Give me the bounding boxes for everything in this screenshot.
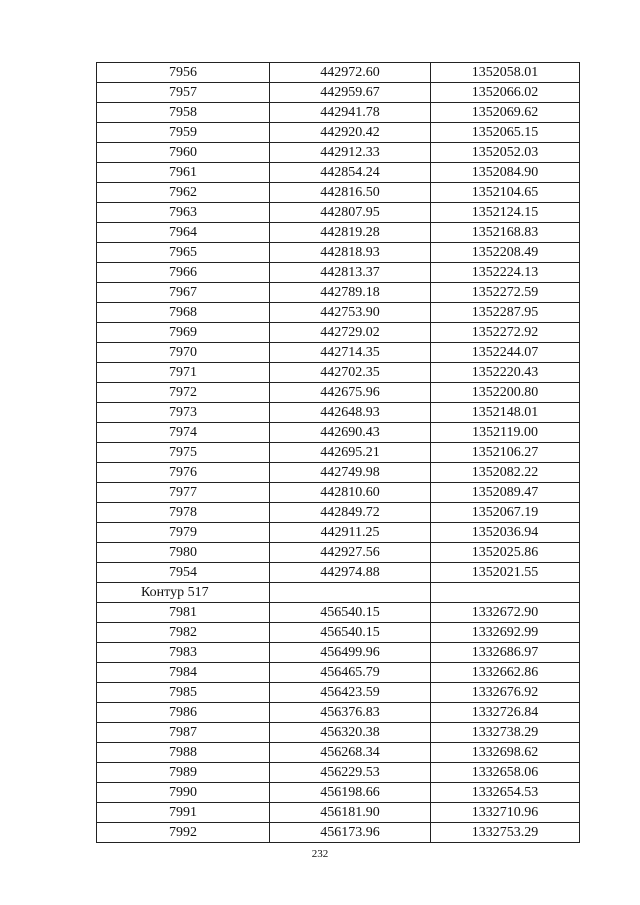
y-coordinate-cell: 1352148.01 — [431, 403, 580, 423]
y-coordinate-cell: 1352082.22 — [431, 463, 580, 483]
table-row — [97, 603, 580, 623]
point-number-cell: 7983 — [97, 643, 270, 663]
x-coordinate-cell: 442789.18 — [270, 283, 431, 303]
point-number-cell: 7967 — [97, 283, 270, 303]
x-coordinate-cell: 442912.33 — [270, 143, 431, 163]
table-row — [97, 663, 580, 683]
table-row — [97, 343, 580, 363]
point-number-cell: 7968 — [97, 303, 270, 323]
x-coordinate-cell: 442695.21 — [270, 443, 431, 463]
x-coordinate-cell: 456465.79 — [270, 663, 431, 683]
table-row — [97, 763, 580, 783]
table-row — [97, 263, 580, 283]
table-row — [97, 323, 580, 343]
table-row — [97, 643, 580, 663]
y-coordinate-cell: 1352119.00 — [431, 423, 580, 443]
y-coordinate-cell: 1352106.27 — [431, 443, 580, 463]
table-row — [97, 803, 580, 823]
y-coordinate-cell: 1352104.65 — [431, 183, 580, 203]
point-number-cell: 7980 — [97, 543, 270, 563]
table-row — [97, 143, 580, 163]
y-coordinate-cell: 1332698.62 — [431, 743, 580, 763]
y-coordinate-cell: 1352124.15 — [431, 203, 580, 223]
y-coordinate-cell: 1352036.94 — [431, 523, 580, 543]
x-coordinate-cell: 442675.96 — [270, 383, 431, 403]
point-number-cell: 7959 — [97, 123, 270, 143]
y-coordinate-cell: 1352069.62 — [431, 103, 580, 123]
point-number-cell: 7961 — [97, 163, 270, 183]
point-number-cell: 7981 — [97, 603, 270, 623]
x-coordinate-cell: 442816.50 — [270, 183, 431, 203]
table-row — [97, 223, 580, 243]
point-number-cell: 7976 — [97, 463, 270, 483]
x-coordinate-cell: 442729.02 — [270, 323, 431, 343]
point-number-cell: 7960 — [97, 143, 270, 163]
x-coordinate-cell: 442927.56 — [270, 543, 431, 563]
point-number-cell: 7973 — [97, 403, 270, 423]
point-number-cell: 7958 — [97, 103, 270, 123]
table-row — [97, 283, 580, 303]
y-coordinate-cell: 1352224.13 — [431, 263, 580, 283]
x-coordinate-cell: 442911.25 — [270, 523, 431, 543]
x-coordinate-cell: 442714.35 — [270, 343, 431, 363]
table-row — [97, 563, 580, 583]
table-row — [97, 243, 580, 263]
coordinates-table — [96, 62, 580, 843]
point-number-cell: 7979 — [97, 523, 270, 543]
table-row — [97, 363, 580, 383]
table-row — [97, 63, 580, 83]
x-coordinate-cell: 442753.90 — [270, 303, 431, 323]
x-coordinate-cell: 442648.93 — [270, 403, 431, 423]
y-coordinate-cell: 1352208.49 — [431, 243, 580, 263]
point-number-cell: 7972 — [97, 383, 270, 403]
table-row — [97, 743, 580, 763]
contour-header-row — [97, 583, 580, 603]
table-row — [97, 703, 580, 723]
y-coordinate-cell: 1352244.07 — [431, 343, 580, 363]
table-row — [97, 123, 580, 143]
x-coordinate-cell: 442819.28 — [270, 223, 431, 243]
x-coordinate-cell: 456268.34 — [270, 743, 431, 763]
y-coordinate-cell: 1352021.55 — [431, 563, 580, 583]
x-coordinate-cell: 442854.24 — [270, 163, 431, 183]
x-coordinate-cell: 456540.15 — [270, 623, 431, 643]
table-row — [97, 463, 580, 483]
y-coordinate-cell: 1352025.86 — [431, 543, 580, 563]
x-coordinate-cell: 456198.66 — [270, 783, 431, 803]
table-row — [97, 683, 580, 703]
y-coordinate-cell: 1332662.86 — [431, 663, 580, 683]
point-number-cell: 7966 — [97, 263, 270, 283]
y-coordinate-cell: 1352287.95 — [431, 303, 580, 323]
point-number-cell: 7970 — [97, 343, 270, 363]
x-coordinate-cell: 442813.37 — [270, 263, 431, 283]
table-row — [97, 823, 580, 843]
y-coordinate-cell: 1352052.03 — [431, 143, 580, 163]
x-coordinate-cell: 442702.35 — [270, 363, 431, 383]
y-coordinate-cell: 1332726.84 — [431, 703, 580, 723]
x-coordinate-cell: 442807.95 — [270, 203, 431, 223]
y-coordinate-cell: 1352089.47 — [431, 483, 580, 503]
table-row — [97, 443, 580, 463]
y-coordinate-cell: 1332654.53 — [431, 783, 580, 803]
x-coordinate-cell: 442749.98 — [270, 463, 431, 483]
table-row — [97, 543, 580, 563]
y-coordinate-cell: 1352084.90 — [431, 163, 580, 183]
point-number-cell: 7992 — [97, 823, 270, 843]
table-row — [97, 203, 580, 223]
page-number: 232 — [311, 848, 329, 860]
table-row — [97, 523, 580, 543]
point-number-cell: 7990 — [97, 783, 270, 803]
table-row — [97, 183, 580, 203]
y-coordinate-cell: 1352067.19 — [431, 503, 580, 523]
y-coordinate-cell: 1332676.92 — [431, 683, 580, 703]
table-row — [97, 783, 580, 803]
y-coordinate-cell: 1332686.97 — [431, 643, 580, 663]
y-coordinate-cell: 1352058.01 — [431, 63, 580, 83]
x-coordinate-cell: 442941.78 — [270, 103, 431, 123]
x-coordinate-cell: 442959.67 — [270, 83, 431, 103]
point-number-cell: 7963 — [97, 203, 270, 223]
x-coordinate-cell: 442818.93 — [270, 243, 431, 263]
y-coordinate-cell: 1332710.96 — [431, 803, 580, 823]
table-row — [97, 103, 580, 123]
x-coordinate-cell: 442849.72 — [270, 503, 431, 523]
x-coordinate-cell: 456229.53 — [270, 763, 431, 783]
point-number-cell: 7965 — [97, 243, 270, 263]
y-coordinate-cell: 1352066.02 — [431, 83, 580, 103]
point-number-cell: 7969 — [97, 323, 270, 343]
x-coordinate-cell: 456181.90 — [270, 803, 431, 823]
x-coordinate-cell: 456173.96 — [270, 823, 431, 843]
table-row — [97, 303, 580, 323]
empty-cell — [270, 583, 431, 603]
point-number-cell: 7971 — [97, 363, 270, 383]
x-coordinate-cell: 456499.96 — [270, 643, 431, 663]
point-number-cell: 7962 — [97, 183, 270, 203]
point-number-cell: 7985 — [97, 683, 270, 703]
x-coordinate-cell: 456320.38 — [270, 723, 431, 743]
table-row — [97, 83, 580, 103]
x-coordinate-cell: 456423.59 — [270, 683, 431, 703]
point-number-cell: 7987 — [97, 723, 270, 743]
x-coordinate-cell: 442690.43 — [270, 423, 431, 443]
y-coordinate-cell: 1352168.83 — [431, 223, 580, 243]
x-coordinate-cell: 442972.60 — [270, 63, 431, 83]
point-number-cell: 7974 — [97, 423, 270, 443]
point-number-cell: 7984 — [97, 663, 270, 683]
point-number-cell: 7957 — [97, 83, 270, 103]
x-coordinate-cell: 442920.42 — [270, 123, 431, 143]
y-coordinate-cell: 1352272.92 — [431, 323, 580, 343]
x-coordinate-cell: 442810.60 — [270, 483, 431, 503]
table-row — [97, 483, 580, 503]
y-coordinate-cell: 1332692.99 — [431, 623, 580, 643]
table-row — [97, 503, 580, 523]
coordinates-table-body — [97, 63, 580, 843]
x-coordinate-cell: 442974.88 — [270, 563, 431, 583]
point-number-cell: 7977 — [97, 483, 270, 503]
table-row — [97, 403, 580, 423]
y-coordinate-cell: 1332753.29 — [431, 823, 580, 843]
point-number-cell: 7991 — [97, 803, 270, 823]
y-coordinate-cell: 1352272.59 — [431, 283, 580, 303]
y-coordinate-cell: 1352220.43 — [431, 363, 580, 383]
table-row — [97, 423, 580, 443]
point-number-cell: 7982 — [97, 623, 270, 643]
table-row — [97, 383, 580, 403]
table-row — [97, 163, 580, 183]
point-number-cell: 7975 — [97, 443, 270, 463]
x-coordinate-cell: 456540.15 — [270, 603, 431, 623]
empty-cell — [431, 583, 580, 603]
y-coordinate-cell: 1332658.06 — [431, 763, 580, 783]
x-coordinate-cell: 456376.83 — [270, 703, 431, 723]
point-number-cell: 7954 — [97, 563, 270, 583]
contour-label: Контур 517 — [97, 583, 270, 603]
table-row — [97, 623, 580, 643]
point-number-cell: 7989 — [97, 763, 270, 783]
point-number-cell: 7988 — [97, 743, 270, 763]
y-coordinate-cell: 1352065.15 — [431, 123, 580, 143]
y-coordinate-cell: 1332738.29 — [431, 723, 580, 743]
point-number-cell: 7964 — [97, 223, 270, 243]
point-number-cell: 7986 — [97, 703, 270, 723]
point-number-cell: 7978 — [97, 503, 270, 523]
point-number-cell: 7956 — [97, 63, 270, 83]
y-coordinate-cell: 1332672.90 — [431, 603, 580, 623]
y-coordinate-cell: 1352200.80 — [431, 383, 580, 403]
table-row — [97, 723, 580, 743]
